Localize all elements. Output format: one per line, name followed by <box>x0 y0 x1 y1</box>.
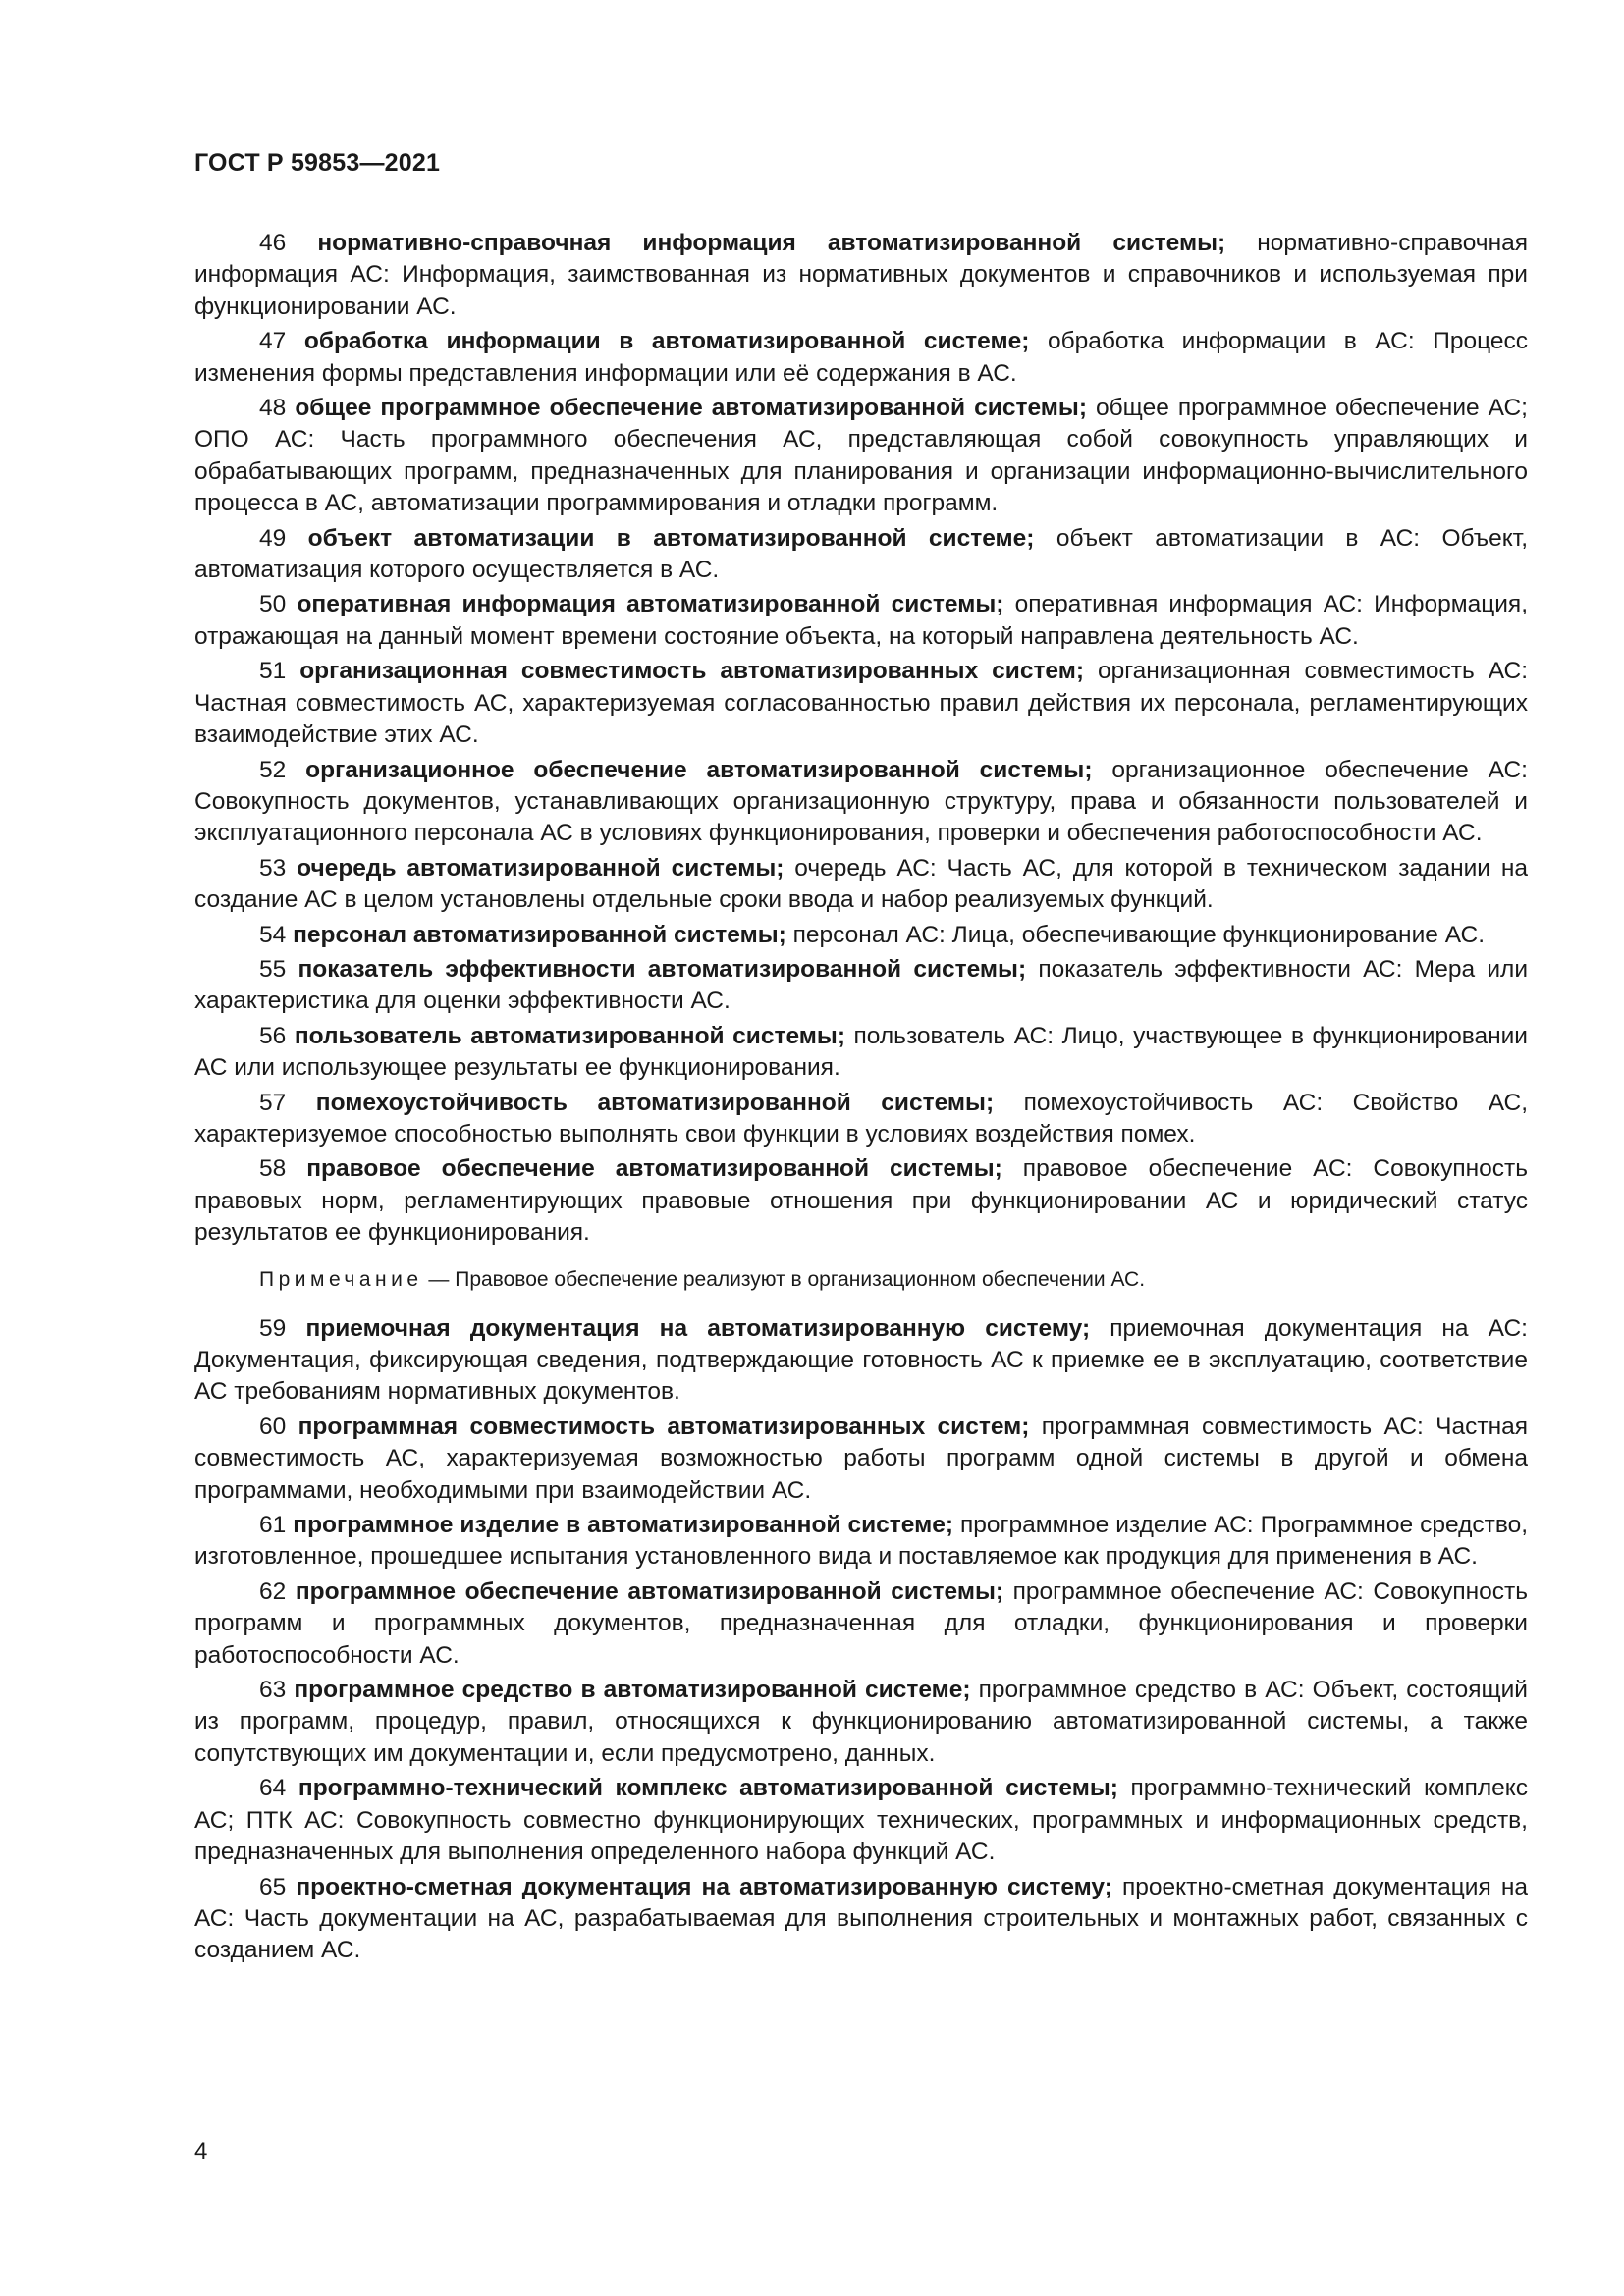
term-number: 65 <box>259 1873 287 1900</box>
term-entry-57 <box>194 1088 1528 1151</box>
term-number: 53 <box>259 854 287 881</box>
term-definition: программно-технический комплекс АС; ПТК АС: Совокупность совместно функционирующих технических, программных и информационных средств, предназначенных для выполнения определенного набора функций АС. <box>194 1775 1528 1866</box>
term-entry-62 <box>194 1576 1528 1672</box>
document-header: ГОСТ Р 59853—2021 <box>194 149 441 177</box>
term-definition: программное средство в АС: Объект, состоящий из программ, процедур, правил, относящихся к функционированию автоматизированной системы, а также сопутствующих им документации и, если предусмотрено, данных. <box>194 1677 1528 1767</box>
term-number: 55 <box>259 955 287 983</box>
term-number: 50 <box>259 591 287 618</box>
term-entry-58 <box>194 1153 1528 1249</box>
term-name: программное средство в автоматизированной системе; <box>294 1677 971 1704</box>
term-entry-60 <box>194 1412 1528 1507</box>
term-entry-52 <box>194 755 1528 850</box>
note-label: Примечание <box>259 1267 423 1291</box>
term-entry-59 <box>194 1313 1528 1409</box>
term-name: проектно-сметная документация на автоматизированную систему; <box>296 1873 1112 1900</box>
term-number: 48 <box>259 395 287 422</box>
term-definition: очередь АС: Часть АС, для которой в техническом задании на создание АС в целом установлены отдельные сроки ввода и набор реализуемых функций. <box>194 854 1528 914</box>
term-definition: оперативная информация АС: Информация, отражающая на данный момент времени состояние объекта, на который направлена деятельность АС. <box>194 591 1528 650</box>
term-list-a <box>194 228 1528 1250</box>
term-number: 46 <box>259 230 287 256</box>
term-name: программное изделие в автоматизированной системе; <box>293 1512 954 1539</box>
term-entry-51 <box>194 656 1528 751</box>
term-entry-55 <box>194 954 1528 1018</box>
term-definition: проектно-сметная документация на АС: Часть документации на АС, разрабатываемая для выполнения строительных и монтажных работ, связанных с созданием АС. <box>194 1873 1529 1964</box>
term-definition: пользователь АС: Лицо, участвующее в функционировании АС или использующее результаты ее функционирования. <box>194 1022 1528 1082</box>
term-name: программное обеспечение автоматизированной системы; <box>295 1577 1004 1605</box>
note <box>194 1265 1528 1295</box>
term-name: программная совместимость автоматизированных систем; <box>298 1413 1030 1440</box>
term-name: очередь автоматизированной системы; <box>297 854 785 881</box>
term-number: 60 <box>259 1413 287 1440</box>
term-definition: показатель эффективности АС: Мера или характеристика для оценки эффективности АС. <box>194 955 1529 1015</box>
term-entry-56 <box>194 1021 1528 1085</box>
term-name: общее программное обеспечение автоматизированной системы; <box>295 395 1087 422</box>
term-definition: правовое обеспечение АС: Совокупность правовых норм, регламентирующих правовые отношения при функционировании АС и юридический статус результатов ее функционирования. <box>194 1155 1528 1247</box>
term-name: программно-технический комплекс автоматизированной системы; <box>298 1775 1118 1802</box>
term-entry-47 <box>194 326 1528 390</box>
term-number: 57 <box>259 1089 287 1116</box>
term-name: персонал автоматизированной системы; <box>293 921 786 948</box>
term-definition: помехоустойчивость АС: Свойство АС, характеризуемое способностью выполнять свои функции в условиях воздействия помех. <box>194 1089 1528 1148</box>
term-entry-63 <box>194 1675 1528 1770</box>
term-name: объект автоматизации в автоматизированной системе; <box>307 524 1035 552</box>
term-definition: нормативно-справочная информация АС: Информация, заимствованная из нормативных документов и справочников и используемая при функционировании АС. <box>194 230 1528 320</box>
term-name: оперативная информация автоматизированной системы; <box>297 591 1004 618</box>
term-list-b <box>194 1313 1528 1967</box>
term-entry-54 <box>194 920 1528 951</box>
term-number: 64 <box>259 1775 287 1802</box>
term-definition: обработка информации в АС: Процесс изменения формы представления информации или её содержания в АС. <box>194 328 1528 387</box>
document-body <box>194 228 1528 1970</box>
term-name: организационное обеспечение автоматизированной системы; <box>305 756 1093 783</box>
term-entry-48 <box>194 393 1528 520</box>
term-definition: программное изделие АС: Программное средство, изготовленное, прошедшее испытания установленного вида и поставляемое как продукция для применения в АС. <box>194 1512 1529 1571</box>
term-name: правовое обеспечение автоматизированной системы; <box>306 1155 1002 1183</box>
term-entry-64 <box>194 1773 1528 1868</box>
term-definition: приемочная документация на АС: Документация, фиксирующая сведения, подтверждающие готовность АС к приемке ее в эксплуатацию, соответствие АС требованиям нормативных документов. <box>194 1314 1528 1406</box>
term-name: приемочная документация на автоматизированную систему; <box>305 1314 1091 1342</box>
page-number: 4 <box>194 2138 208 2164</box>
term-definition: программная совместимость АС: Частная совместимость АС, характеризуемая возможностью работы программ одной системы в другой и обмена программами, необходимыми при взаимодействии АС. <box>194 1413 1529 1504</box>
term-entry-53 <box>194 853 1528 917</box>
term-number: 56 <box>259 1022 287 1049</box>
term-number: 59 <box>259 1314 287 1342</box>
term-definition: организационная совместимость АС: Частная совместимость АС, характеризуемая согласованностью правил действия их персонала, регламентирующих взаимодействие этих АС. <box>194 658 1528 749</box>
term-number: 54 <box>259 921 287 948</box>
term-definition: объект автоматизации в АС: Объект, автоматизация которого осуществляется в АС. <box>194 524 1528 584</box>
term-entry-61 <box>194 1510 1528 1574</box>
term-number: 49 <box>259 524 287 552</box>
term-entry-50 <box>194 589 1528 653</box>
term-entry-65 <box>194 1872 1528 1967</box>
term-number: 58 <box>259 1155 287 1183</box>
term-name: обработка информации в автоматизированной системе; <box>303 328 1030 355</box>
term-definition: организационное обеспечение АС: Совокупность документов, устанавливающих организационную структуру, права и обязанности пользователей и эксплуатационного персонала АС в условиях функционирования, проверки и обеспечения работоспособности АС. <box>194 756 1528 847</box>
term-name: показатель эффективности автоматизированной системы; <box>298 955 1027 983</box>
term-name: нормативно-справочная информация автоматизированной системы; <box>317 230 1226 256</box>
note-text: — Правовое обеспечение реализуют в организационном обеспечении АС. <box>422 1267 1146 1291</box>
term-name: организационная совместимость автоматизированных систем; <box>299 658 1085 685</box>
term-definition: персонал АС: Лица, обеспечивающие функционирование АС. <box>785 921 1486 948</box>
term-number: 62 <box>259 1577 287 1605</box>
term-number: 61 <box>259 1512 287 1539</box>
term-definition: общее программное обеспечение АС; ОПО АС: Часть программного обеспечения АС, представляющая собой совокупность управляющих и обрабатывающих программ, предназначенных для планирования и организации информационно-вычислительного процесса в АС, автоматизации программирования и отладки программ. <box>194 395 1528 517</box>
term-number: 52 <box>259 756 287 783</box>
term-entry-46 <box>194 228 1528 323</box>
term-number: 47 <box>259 328 287 355</box>
term-entry-49 <box>194 523 1528 587</box>
term-number: 51 <box>259 658 287 685</box>
term-name: пользователь автоматизированной системы; <box>294 1022 845 1049</box>
term-name: помехоустойчивость автоматизированной системы; <box>315 1089 995 1116</box>
term-number: 63 <box>259 1677 287 1704</box>
term-definition: программное обеспечение АС: Совокупность программ и программных документов, предназначенная для отладки, функционирования и проверки работоспособности АС. <box>194 1577 1528 1669</box>
